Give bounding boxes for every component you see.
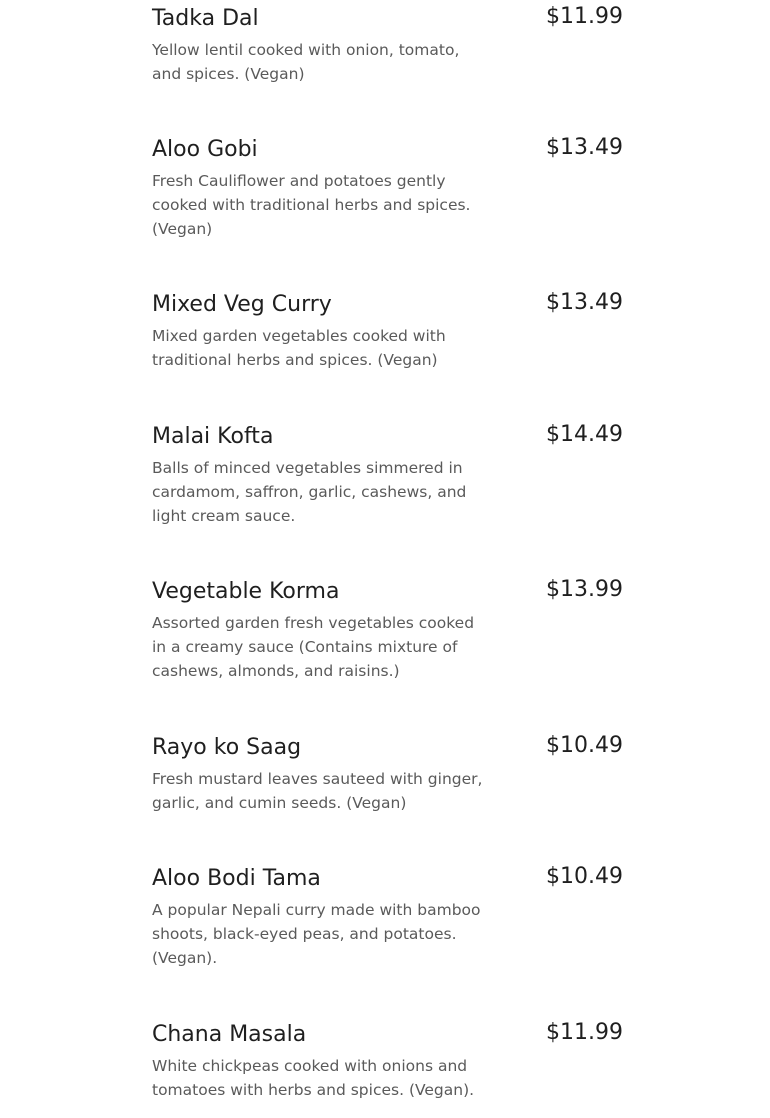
item-price: $13.49 (546, 135, 623, 160)
item-name: Tadka Dal (152, 6, 259, 31)
item-price: $11.99 (546, 1020, 623, 1045)
item-name: Rayo ko Saag (152, 735, 302, 760)
item-description: White chickpeas cooked with onions and tomatoes with herbs and spices. (Vegan). (152, 1057, 475, 1099)
item-name: Aloo Bodi Tama (152, 866, 321, 891)
item-description: Yellow lentil cooked with onion, tomato, and spices. (Vegan) (152, 41, 460, 83)
item-name: Vegetable Korma (152, 579, 340, 604)
item-name: Mixed Veg Curry (152, 292, 332, 317)
item-name: Chana Masala (152, 1022, 307, 1047)
item-description: A popular Nepali curry made with bamboo shoots, black-eyed peas, and potatoes. (Vegan). (152, 901, 481, 967)
item-name: Aloo Gobi (152, 137, 258, 162)
item-description: Mixed garden vegetables cooked with traditional herbs and spices. (Vegan) (152, 327, 446, 369)
item-description: Assorted garden fresh vegetables cooked in a creamy sauce (Contains mixture of cashews, almonds, and raisins.) (152, 614, 475, 680)
item-description: Fresh Cauliflower and potatoes gently cooked with traditional herbs and spices. (Vegan) (152, 172, 471, 238)
item-price: $10.49 (546, 733, 623, 758)
item-price: $10.49 (546, 864, 623, 889)
item-price: $11.99 (546, 4, 623, 29)
item-price: $13.49 (546, 290, 623, 315)
item-name: Malai Kofta (152, 424, 274, 449)
item-price: $14.49 (546, 422, 623, 447)
item-price: $13.99 (546, 577, 623, 602)
item-description: Fresh mustard leaves sauteed with ginger, garlic, and cumin seeds. (Vegan) (152, 770, 483, 812)
item-description: Balls of minced vegetables simmered in cardamom, saffron, garlic, cashews, and light cream sauce. (152, 459, 467, 525)
